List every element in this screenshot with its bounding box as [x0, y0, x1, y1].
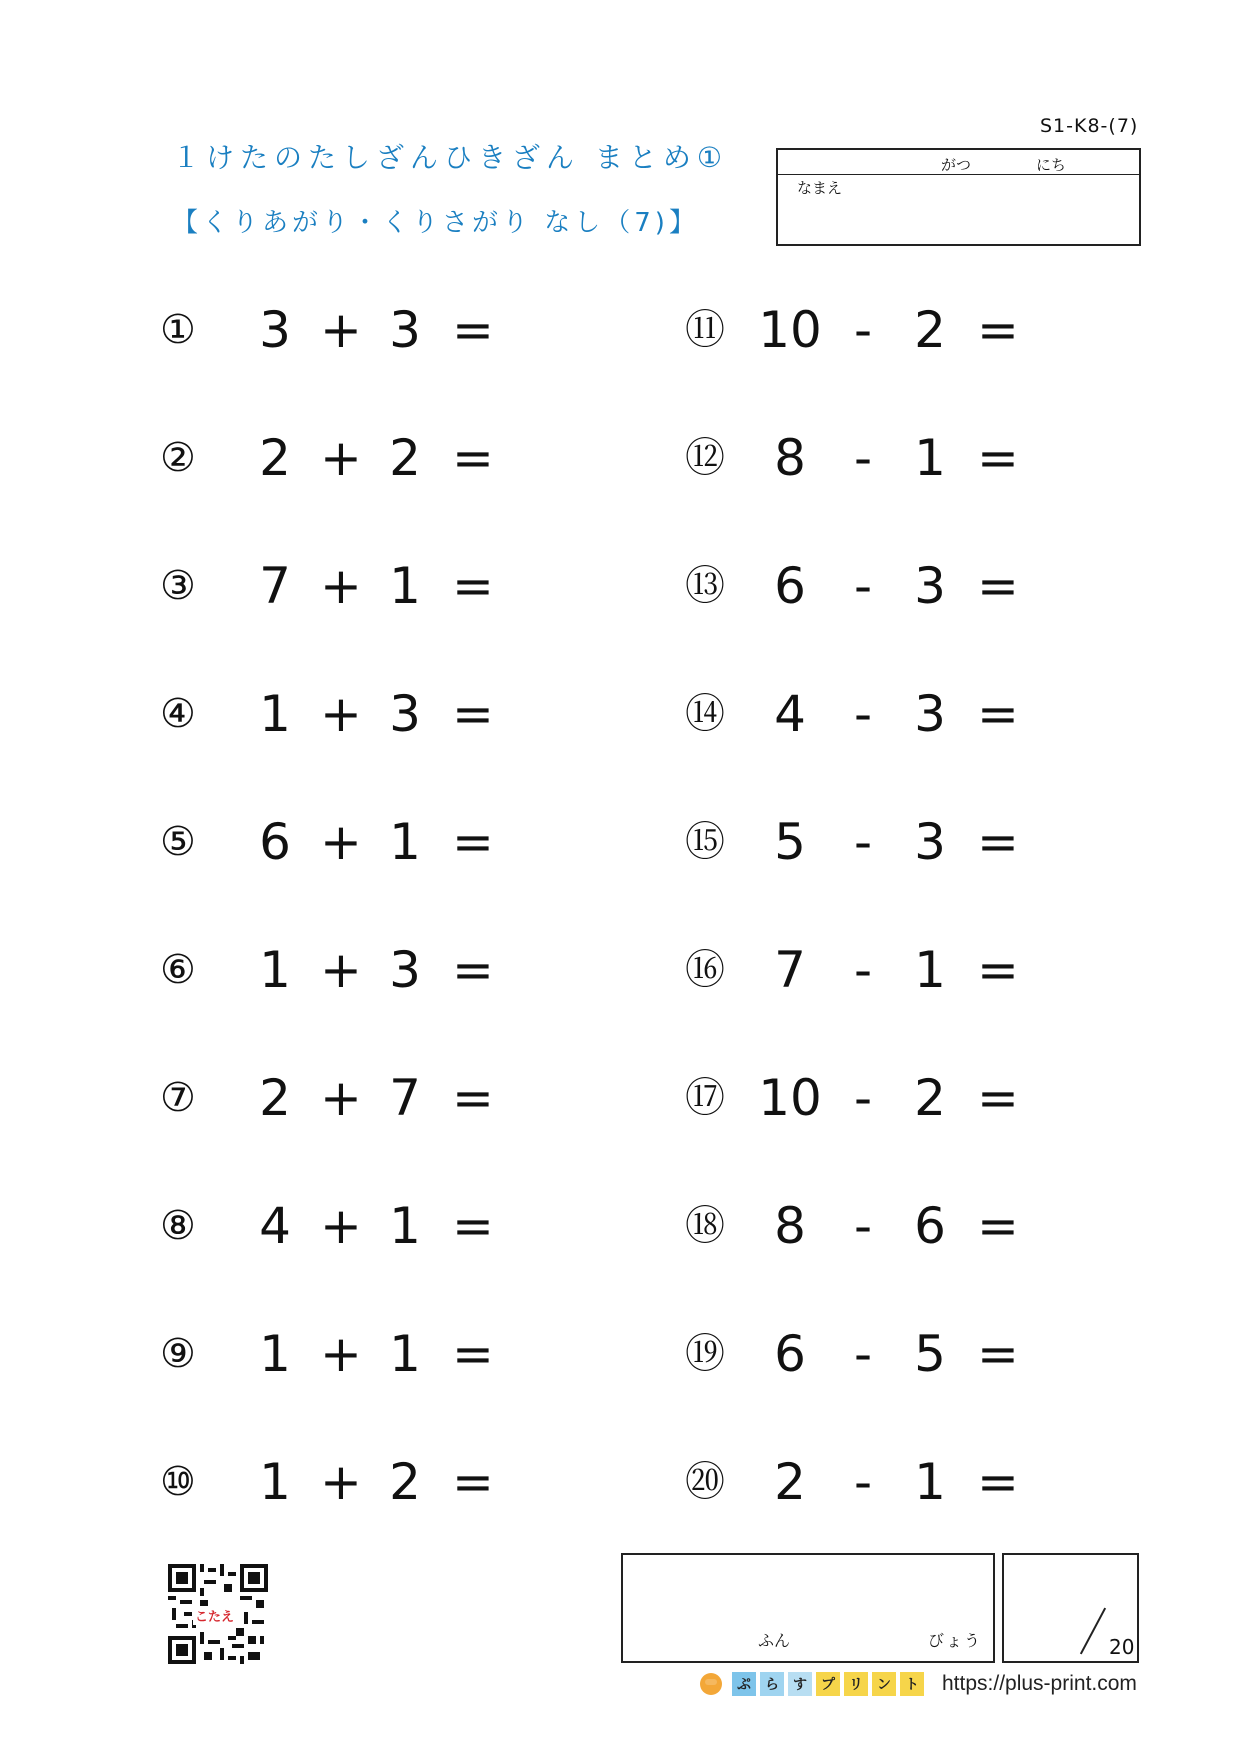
operator: - [853, 301, 873, 359]
month-label: がつ [941, 156, 972, 174]
minutes-label: ふん [758, 1631, 791, 1650]
operator: + [320, 941, 362, 999]
operand-a: 8 [774, 1197, 806, 1255]
problem-number: ⑧ [160, 1203, 196, 1249]
operand-a: 1 [259, 685, 291, 743]
problem-number: ⑦ [160, 1075, 196, 1121]
problem-number: ⑳ [685, 1459, 725, 1505]
equals-sign: = [452, 1197, 494, 1255]
operand-b: 2 [389, 1453, 421, 1511]
mascot-icon [700, 1673, 722, 1695]
operand-b: 1 [389, 1197, 421, 1255]
problem-number: ⑬ [685, 563, 725, 609]
operand-a: 8 [774, 429, 806, 487]
logo-char: ら [760, 1672, 784, 1696]
problem-number: ⑭ [685, 691, 725, 737]
operator: + [320, 1069, 362, 1127]
operand-b: 2 [389, 429, 421, 487]
equals-sign: = [977, 1069, 1019, 1127]
equals-sign: = [452, 557, 494, 615]
operator: + [320, 1453, 362, 1511]
operator: + [320, 1197, 362, 1255]
name-date-box[interactable] [776, 148, 1141, 246]
operand-a: 2 [774, 1453, 806, 1511]
operand-a: 10 [758, 1069, 822, 1127]
operand-b: 2 [914, 1069, 946, 1127]
problem-row [160, 300, 600, 428]
problem-number: ④ [160, 691, 196, 737]
worksheet-code: S1-K8-(7) [1040, 115, 1139, 137]
problem-row [685, 1324, 1125, 1452]
problem-number: ⑱ [685, 1203, 725, 1249]
equals-sign: = [977, 1325, 1019, 1383]
problem-number: ① [160, 307, 196, 353]
problems-left-column [160, 300, 600, 1580]
problem-row [160, 812, 600, 940]
problem-row [685, 428, 1125, 556]
equals-sign: = [452, 685, 494, 743]
operand-b: 5 [914, 1325, 946, 1383]
logo-char: ト [900, 1672, 924, 1696]
name-label: なまえ [797, 179, 843, 197]
problem-number: ⑨ [160, 1331, 196, 1377]
problems-right-column [685, 300, 1125, 1580]
operand-a: 5 [774, 813, 806, 871]
operator: + [320, 813, 362, 871]
problem-row [160, 556, 600, 684]
equals-sign: = [977, 941, 1019, 999]
operand-b: 1 [914, 1453, 946, 1511]
equals-sign: = [452, 1069, 494, 1127]
operand-a: 6 [774, 1325, 806, 1383]
score-slash [1080, 1608, 1106, 1655]
worksheet-subtitle: 【くりあがり・くりさがり なし（7)】 [172, 208, 699, 238]
problem-row [685, 1196, 1125, 1324]
problem-number: ⑥ [160, 947, 196, 993]
operator: + [320, 429, 362, 487]
operator: + [320, 301, 362, 359]
equals-sign: = [452, 301, 494, 359]
operand-b: 1 [914, 429, 946, 487]
equals-sign: = [452, 1325, 494, 1383]
logo-char: プ [816, 1672, 840, 1696]
equals-sign: = [977, 301, 1019, 359]
problem-row [160, 940, 600, 1068]
score-total: 20 [1109, 1635, 1135, 1659]
operand-a: 4 [259, 1197, 291, 1255]
operator: - [853, 813, 873, 871]
operand-a: 4 [774, 685, 806, 743]
time-box[interactable] [621, 1553, 995, 1663]
operand-b: 7 [389, 1069, 421, 1127]
problem-row [160, 1068, 600, 1196]
operand-a: 1 [259, 1325, 291, 1383]
equals-sign: = [977, 429, 1019, 487]
problem-number: ③ [160, 563, 196, 609]
logo-char: ン [872, 1672, 896, 1696]
worksheet-title: １けたのたしざんひきざん まとめ① [172, 141, 729, 174]
operand-a: 2 [259, 1069, 291, 1127]
operator: + [320, 557, 362, 615]
problem-row [685, 556, 1125, 684]
problem-row [685, 684, 1125, 812]
equals-sign: = [452, 429, 494, 487]
operand-b: 3 [389, 685, 421, 743]
operator: - [853, 1069, 873, 1127]
equals-sign: = [977, 685, 1019, 743]
operand-a: 7 [259, 557, 291, 615]
operator: - [853, 1453, 873, 1511]
operator: - [853, 941, 873, 999]
problem-row [685, 300, 1125, 428]
operand-a: 6 [259, 813, 291, 871]
seconds-label: びょう [928, 1631, 983, 1650]
operand-a: 2 [259, 429, 291, 487]
operand-b: 1 [389, 813, 421, 871]
problem-number: ⑩ [160, 1459, 196, 1505]
equals-sign: = [977, 557, 1019, 615]
equals-sign: = [452, 941, 494, 999]
problem-row [685, 812, 1125, 940]
operand-a: 6 [774, 557, 806, 615]
operand-a: 7 [774, 941, 806, 999]
operand-a: 1 [259, 1453, 291, 1511]
problem-number: ⑲ [685, 1331, 725, 1377]
day-label: にち [1036, 156, 1067, 174]
operator: - [853, 429, 873, 487]
operand-b: 1 [389, 1325, 421, 1383]
score-box[interactable] [1002, 1553, 1139, 1663]
operand-a: 10 [758, 301, 822, 359]
operand-b: 3 [389, 941, 421, 999]
equals-sign: = [977, 813, 1019, 871]
problem-number: ⑰ [685, 1075, 725, 1121]
operator: - [853, 557, 873, 615]
operand-b: 3 [389, 301, 421, 359]
operand-b: 1 [389, 557, 421, 615]
operator: - [853, 1325, 873, 1383]
equals-sign: = [977, 1197, 1019, 1255]
problem-number: ⑪ [685, 307, 725, 353]
operand-b: 3 [914, 813, 946, 871]
operand-b: 3 [914, 557, 946, 615]
problem-number: ⑫ [685, 435, 725, 481]
logo-char: す [788, 1672, 812, 1696]
operator: - [853, 685, 873, 743]
equals-sign: = [452, 1453, 494, 1511]
operand-b: 1 [914, 941, 946, 999]
equals-sign: = [452, 813, 494, 871]
operand-a: 3 [259, 301, 291, 359]
operand-b: 3 [914, 685, 946, 743]
problem-row [685, 1068, 1125, 1196]
problem-number: ② [160, 435, 196, 481]
operand-b: 2 [914, 301, 946, 359]
operand-b: 6 [914, 1197, 946, 1255]
problem-row [160, 1196, 600, 1324]
operator: - [853, 1197, 873, 1255]
problem-row [160, 428, 600, 556]
problem-row [160, 684, 600, 812]
problem-number: ⑤ [160, 819, 196, 865]
problem-number: ⑯ [685, 947, 725, 993]
site-logo[interactable] [700, 1672, 1137, 1696]
operator: + [320, 685, 362, 743]
operator: + [320, 1325, 362, 1383]
problem-row [160, 1324, 600, 1452]
logo-char: ぷ [732, 1672, 756, 1696]
site-url[interactable]: https://plus-print.com [942, 1672, 1137, 1695]
problem-row [160, 1452, 600, 1580]
operand-a: 1 [259, 941, 291, 999]
logo-char: リ [844, 1672, 868, 1696]
problem-row [685, 940, 1125, 1068]
equals-sign: = [977, 1453, 1019, 1511]
answer-label: こたえ [193, 1606, 236, 1625]
problem-number: ⑮ [685, 819, 725, 865]
